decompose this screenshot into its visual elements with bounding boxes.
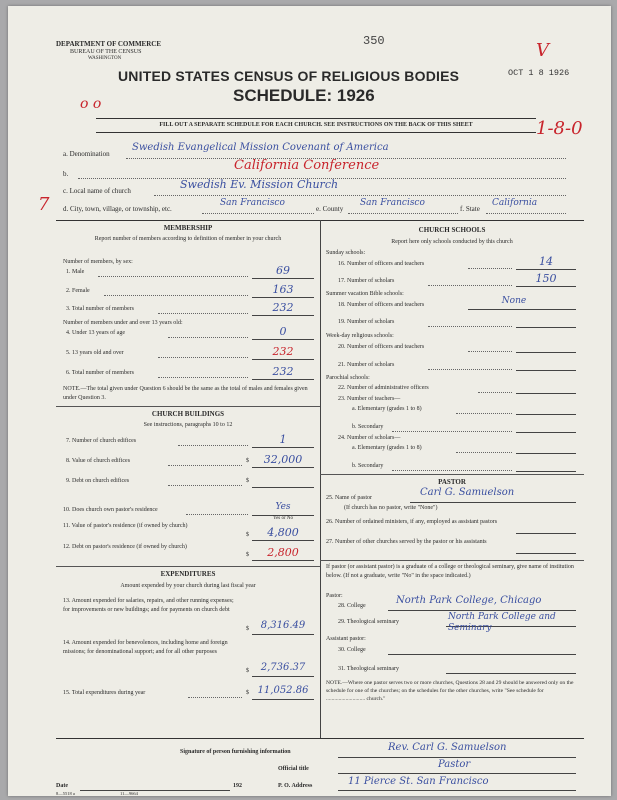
q11-label: 11. Value of pastor's residence (if owned by church) xyxy=(63,523,188,529)
q14-dollar: $ xyxy=(246,668,249,674)
schedule-title: SCHEDULE: 1926 xyxy=(233,86,375,105)
margin-oo-mark: o o xyxy=(80,96,102,112)
q8-dollar: $ xyxy=(246,458,249,464)
q24b-label: b. Secondary xyxy=(352,463,384,469)
female-label: 2. Female xyxy=(66,288,90,294)
membership-title: MEMBERSHIP xyxy=(163,224,213,232)
q22-label: 22. Number of administrative officers xyxy=(338,385,429,391)
washington-label: WASHINGTON xyxy=(88,56,122,61)
membership-intro: Report number of members according to definition of member in your church xyxy=(94,236,282,242)
q12-label: 12. Debt on pastor's residence (if owned by church) xyxy=(63,544,187,550)
q13-value: 8,316.49 xyxy=(260,620,306,631)
q25-label: 25. Name of pastor xyxy=(326,495,372,501)
signature-value: Rev. Carl G. Samuelson xyxy=(388,742,507,753)
form-number: 350 xyxy=(363,34,385,48)
q17-value: 150 xyxy=(535,272,557,285)
q11-dollar: $ xyxy=(246,532,249,538)
denomination-label: a. Denomination xyxy=(63,150,110,158)
q28-value: North Park College, Chicago xyxy=(396,595,542,606)
q25-note: (If church has no pastor, write "None") xyxy=(344,505,438,511)
graduate-note: If pastor (or assistant pastor) is a graduate of a college or theological seminary, give name of institution below. (If not a graduate, write "No" in the space indicated.) xyxy=(326,564,574,579)
q16-value: 14 xyxy=(539,255,553,268)
over13-value: 232 xyxy=(272,345,294,358)
asst-pastor-label: Assistant pastor: xyxy=(326,636,366,642)
q29-value: North Park College and Seminary xyxy=(448,612,556,633)
q9-label: 9. Debt on church edifices xyxy=(66,478,130,484)
bureau-label: BUREAU OF THE CENSUS xyxy=(70,49,142,55)
address-label: P. O. Address xyxy=(278,783,313,789)
schools-title: CHURCH SCHOOLS xyxy=(418,226,486,234)
parochial-schools-label: Parochial schools: xyxy=(326,375,370,381)
multi-church-note: NOTE.—Where one pastor serves two or more churches, Questions 28 and 29 should be answered only on the schedule for one of the churches; on the schedules for the other churches, write "See schedule for ............................ church." xyxy=(326,680,574,702)
sunday-schools-label: Sunday schools: xyxy=(326,250,366,256)
state-label: f. State xyxy=(460,205,480,213)
q16-label: 16. Number of officers and teachers xyxy=(338,261,425,267)
buildings-instruction: See instructions, paragraphs 10 to 12 xyxy=(143,422,233,428)
q10-label: 10. Does church own pastor's residence xyxy=(63,507,158,513)
q20-label: 20. Number of officers and teachers xyxy=(338,344,425,350)
q18-value: None xyxy=(501,296,527,306)
q12-value: 2,800 xyxy=(267,546,299,559)
female-value: 163 xyxy=(272,283,294,296)
q30-label: 30. College xyxy=(338,647,366,653)
year-label: 192 xyxy=(233,783,242,789)
county-label: e. County xyxy=(316,205,344,213)
form-code: 8—5518 a xyxy=(56,791,75,796)
q13-dollar: $ xyxy=(246,626,249,632)
separate-schedule-instruction: FILL OUT A SEPARATE SCHEDULE FOR EACH CHURCH. SEE INSTRUCTIONS ON THE BACK OF THIS SHEET xyxy=(159,122,473,128)
denomination-value: Swedish Evangelical Mission Covenant of America xyxy=(132,142,389,153)
expenditures-intro: Amount expended by your church during last fiscal year xyxy=(120,583,256,589)
signature-label: Signature of person furnishing information xyxy=(180,749,291,755)
q13-label: 13. Amount expended for salaries, repairs, and other running expenses; for improvements or new buildings; and for payments on church debt xyxy=(63,598,234,613)
official-title-value: Pastor xyxy=(438,759,471,770)
q15-dollar: $ xyxy=(246,690,249,696)
q28-label: 28. College xyxy=(338,603,366,609)
summer-schools-label: Summer vacation Bible schools: xyxy=(326,291,404,297)
pastor-sub-label: Pastor: xyxy=(326,593,343,599)
q18-label: 18. Number of officers and teachers xyxy=(338,302,425,308)
q24a-label: a. Elementary (grades 1 to 8) xyxy=(352,445,422,451)
q17-label: 17. Number of scholars xyxy=(338,278,395,284)
male-label: 1. Male xyxy=(66,269,85,275)
buildings-title: CHURCH BUILDINGS xyxy=(151,410,225,418)
q25-value: Carl G. Samuelson xyxy=(420,487,515,498)
q7-label: 7. Number of church edifices xyxy=(66,438,137,444)
conference-value: California Conference xyxy=(234,158,380,173)
local-name-value: Swedish Ev. Mission Church xyxy=(180,178,339,191)
membership-note: NOTE.—The total given under Question 6 should be the same as the total of males and females given under Question 3. xyxy=(63,386,308,401)
city-label: d. City, town, village, or township, etc. xyxy=(63,205,172,213)
state-value: California xyxy=(492,198,538,208)
address-value: 11 Pierce St. San Francisco xyxy=(348,776,489,787)
q15-value: 11,052.86 xyxy=(257,685,309,696)
q7-value: 1 xyxy=(279,433,287,446)
b-label: b. xyxy=(63,170,69,178)
received-date-stamp: OCT 1 8 1926 xyxy=(508,68,570,78)
q31-label: 31. Theological seminary xyxy=(338,666,400,672)
q23a-label: a. Elementary (grades 1 to 8) xyxy=(352,406,422,412)
date-label: Date xyxy=(56,783,68,789)
q14-label: 14. Amount expended for benevolences, including home and foreign missions; for denominational support; and for all other purposes xyxy=(63,640,228,655)
form-title: UNITED STATES CENSUS OF RELIGIOUS BODIES xyxy=(118,68,460,84)
q23b-label: b. Secondary xyxy=(352,424,384,430)
q29-label: 29. Theological seminary xyxy=(338,619,400,625)
under13-label: 4. Under 13 years of age xyxy=(66,330,125,336)
q21-label: 21. Number of scholars xyxy=(338,362,395,368)
yes-no-hint: Yes or No xyxy=(272,516,294,521)
official-title-label: Official title xyxy=(278,766,309,772)
local-name-label: c. Local name of church xyxy=(63,187,131,195)
total6-value: 232 xyxy=(272,365,294,378)
q15-label: 15. Total expenditures during year xyxy=(63,690,146,696)
pastor-title: PASTOR xyxy=(438,478,466,486)
q27-label: 27. Number of other churches served by the pastor or his assistants xyxy=(326,539,487,545)
q9-dollar: $ xyxy=(246,478,249,484)
q26-label: 26. Number of ordained ministers, if any, employed as assistant pastors xyxy=(326,519,498,525)
members-by-sex-label: Number of members, by sex: xyxy=(63,259,133,265)
q8-label: 8. Value of church edifices xyxy=(66,458,131,464)
margin-number-mark: 7 xyxy=(38,194,50,215)
code-mark: 1-8-0 xyxy=(536,118,583,139)
schools-intro: Report here only schools conducted by this church xyxy=(391,239,513,245)
department-label: DEPARTMENT OF COMMERCE xyxy=(56,40,162,48)
census-schedule-sheet xyxy=(8,6,611,796)
q8-value: 32,000 xyxy=(263,453,303,466)
q12-dollar: $ xyxy=(246,552,249,558)
age-heading: Number of members under and over 13 years old: xyxy=(63,320,183,326)
total-members-value: 232 xyxy=(272,301,294,314)
male-value: 69 xyxy=(276,264,290,277)
q19-label: 19. Number of scholars xyxy=(338,319,395,325)
q23-label: 23. Number of teachers— xyxy=(338,396,401,402)
q11-value: 4,800 xyxy=(267,526,299,539)
city-value: San Francisco xyxy=(220,198,285,208)
weekday-schools-label: Week-day religious schools: xyxy=(326,333,394,339)
county-value: San Francisco xyxy=(360,198,425,208)
q24-label: 24. Number of scholars— xyxy=(338,435,401,441)
under13-value: 0 xyxy=(279,325,287,338)
q10-value: Yes xyxy=(275,502,291,512)
over13-label: 5. 13 years old and over xyxy=(66,350,124,356)
checkmark-v: V xyxy=(536,40,549,61)
print-code: 11—9664 xyxy=(120,791,138,796)
total6-label: 6. Total number of members xyxy=(66,370,134,376)
q14-value: 2,736.37 xyxy=(260,662,306,673)
total-members-label: 3. Total number of members xyxy=(66,306,134,312)
expenditures-title: EXPENDITURES xyxy=(160,570,216,578)
